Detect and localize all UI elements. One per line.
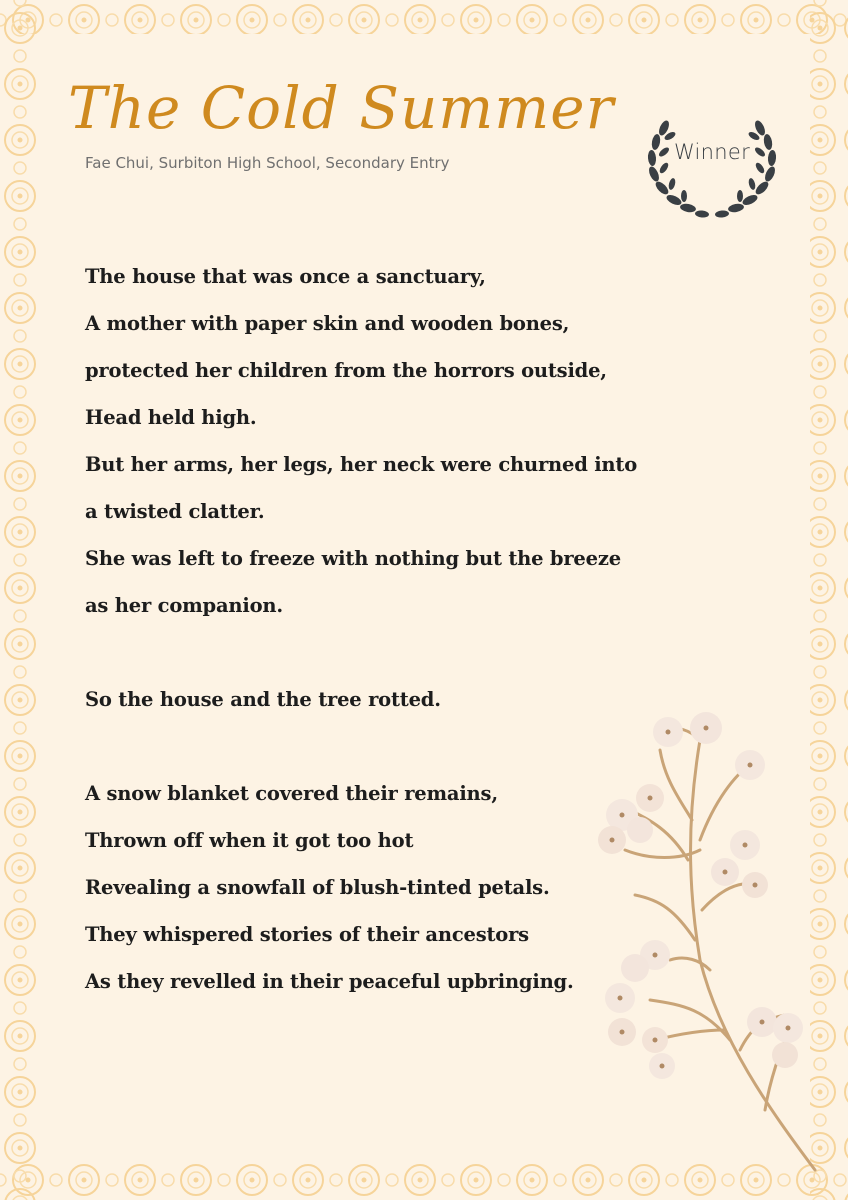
poem-line: As they revelled in their peaceful upbringing. [85,970,574,993]
poem-line: They whispered stories of their ancestors [85,923,529,946]
poem-line: The house that was once a sanctuary, [85,265,486,288]
poem-line: She was left to freeze with nothing but the breeze [85,547,621,570]
laurel-wreath-icon [642,108,782,224]
stanza-1 [85,262,705,638]
author-byline: Fae Chui, Surbiton High School, Secondary Entry [85,154,450,172]
poem-line: as her companion. [85,594,283,617]
poem-title: The Cold Summer [68,74,615,142]
poem-line: a twisted clatter. [85,500,265,523]
stanza-gap [85,638,705,685]
flower-branch-illustration [590,710,820,1180]
poem-line: So the house and the tree rotted. [85,688,441,711]
winner-badge [642,108,782,224]
poem-line: But her arms, her legs, her neck were churned into [85,453,638,476]
winner-label: Winner [673,140,751,164]
poem-line: Head held high. [85,406,257,429]
poem-line: protected her children from the horrors outside, [85,359,607,382]
poem-line: Thrown off when it got too hot [85,829,414,852]
poem-line: Revealing a snowfall of blush-tinted petals. [85,876,550,899]
poem-line: A snow blanket covered their remains, [85,782,498,805]
poem-line: A mother with paper skin and wooden bones, [85,312,570,335]
